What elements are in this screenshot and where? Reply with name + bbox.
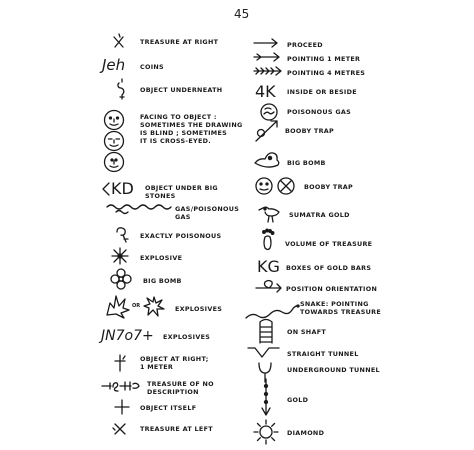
label-explosive: EXPLOSIVE: [140, 254, 183, 262]
gas-icon: [106, 202, 172, 214]
label-object-under-big-stones: OBJECT UNDER BIG STONES: [145, 184, 218, 200]
treasure-no-description-icon: [101, 380, 143, 394]
label-explosives-2: EXPLOSIVES: [163, 333, 211, 341]
label-gold: GOLD: [287, 396, 309, 404]
face-blind-icon: [103, 130, 125, 152]
label-object-at-right-1m: OBJECT AT RIGHT; 1 METER: [140, 355, 209, 371]
kg-symbol: KG: [257, 257, 280, 276]
explosives-burst-icon: [104, 293, 130, 319]
label-boxes-of-gold-bars: BOXES OF GOLD BARS: [286, 264, 372, 272]
label-coins: COINS: [140, 63, 164, 71]
page-number: 45: [234, 7, 250, 21]
label-exactly-poisonous: EXACTLY POISONOUS: [140, 232, 222, 240]
treasure-at-left-icon: [112, 421, 128, 437]
jeh-symbol: Jeh: [102, 56, 126, 74]
label-proceed: PROCEED: [287, 41, 323, 49]
pointing-1-meter-icon: [253, 52, 281, 62]
label-volume-of-treasure: VOLUME OF TREASURE: [285, 240, 373, 248]
proceed-arrow-icon: [253, 38, 279, 48]
label-facing-to-object: FACING TO OBJECT : SOMETIMES THE DRAWING IS BLIND ; SOMETIMES IT IS CROSS-EYED.: [140, 113, 243, 145]
label-gas-poisonous-gas: GAS/POISONOUS GAS: [175, 205, 240, 221]
on-shaft-ladder-icon: [257, 318, 275, 344]
label-on-shaft: ON SHAFT: [287, 328, 327, 336]
label-treasure-no-description: TREASURE OF NO DESCRIPTION: [147, 380, 214, 396]
treasure-at-right-icon: [112, 34, 126, 50]
straight-tunnel-icon: [247, 344, 281, 360]
big-bomb-flower-icon: [110, 268, 132, 290]
label-pointing-1-meter: POINTING 1 METER: [287, 55, 361, 63]
big-bomb-hat-icon: [253, 148, 281, 170]
four-k-symbol: 4K: [255, 82, 276, 101]
label-object-itself: OBJECT ITSELF: [140, 404, 197, 412]
or-symbol: OR: [132, 303, 141, 309]
label-sumatra-gold: SUMATRA GOLD: [289, 211, 350, 219]
label-booby-trap: BOOBY TRAP: [285, 127, 335, 135]
object-itself-icon: [114, 399, 130, 415]
label-booby-trap-2: BOOBY TRAP: [304, 183, 354, 191]
booby-trap-circles-icon: [254, 176, 296, 196]
booby-trap-icon: [253, 118, 281, 144]
label-poisonous-gas: POISONOUS GAS: [287, 108, 352, 116]
jn-symbol: JN7o7+: [101, 328, 154, 344]
explosives-splat-icon: [142, 294, 166, 318]
face-cross-eyed-icon: [103, 151, 125, 173]
position-orientation-icon: [255, 278, 283, 296]
kd-symbol: KD: [111, 179, 134, 198]
gold-arrow-icon: [259, 378, 273, 418]
label-big-bomb-right: BIG BOMB: [287, 159, 326, 167]
label-object-underneath: OBJECT UNDERNEATH: [140, 86, 223, 94]
label-diamond: DIAMOND: [287, 429, 325, 437]
exactly-poisonous-icon: [114, 226, 134, 244]
pointing-4-metres-icon: [253, 66, 283, 76]
label-pointing-4-metres: POINTING 4 METRES: [287, 69, 366, 77]
diamond-sun-icon: [252, 418, 280, 446]
sumatra-gold-bird-icon: [257, 202, 283, 224]
label-inside-or-beside: INSIDE OR BESIDE: [287, 88, 357, 96]
object-at-right-icon: [113, 354, 129, 372]
label-treasure-at-right: TREASURE AT RIGHT: [140, 38, 219, 46]
explosive-icon: [110, 246, 130, 266]
face-icon: [103, 109, 125, 131]
label-big-bomb: BIG BOMB: [143, 277, 182, 285]
volume-of-treasure-footprint-icon: [260, 228, 276, 252]
label-underground-tunnel: UNDERGROUND TUNNEL: [287, 366, 380, 374]
label-straight-tunnel: STRAIGHT TUNNEL: [287, 350, 359, 358]
label-explosives: EXPLOSIVES: [175, 305, 223, 313]
label-snake-pointing: SNAKE: POINTING TOWARDS TREASURE: [300, 300, 382, 316]
label-treasure-at-left: TREASURE AT LEFT: [140, 425, 213, 433]
object-underneath-icon: [116, 78, 128, 100]
kd-arrow-icon: [101, 182, 111, 196]
label-position-orientation: POSITION ORIENTATION: [286, 285, 378, 293]
